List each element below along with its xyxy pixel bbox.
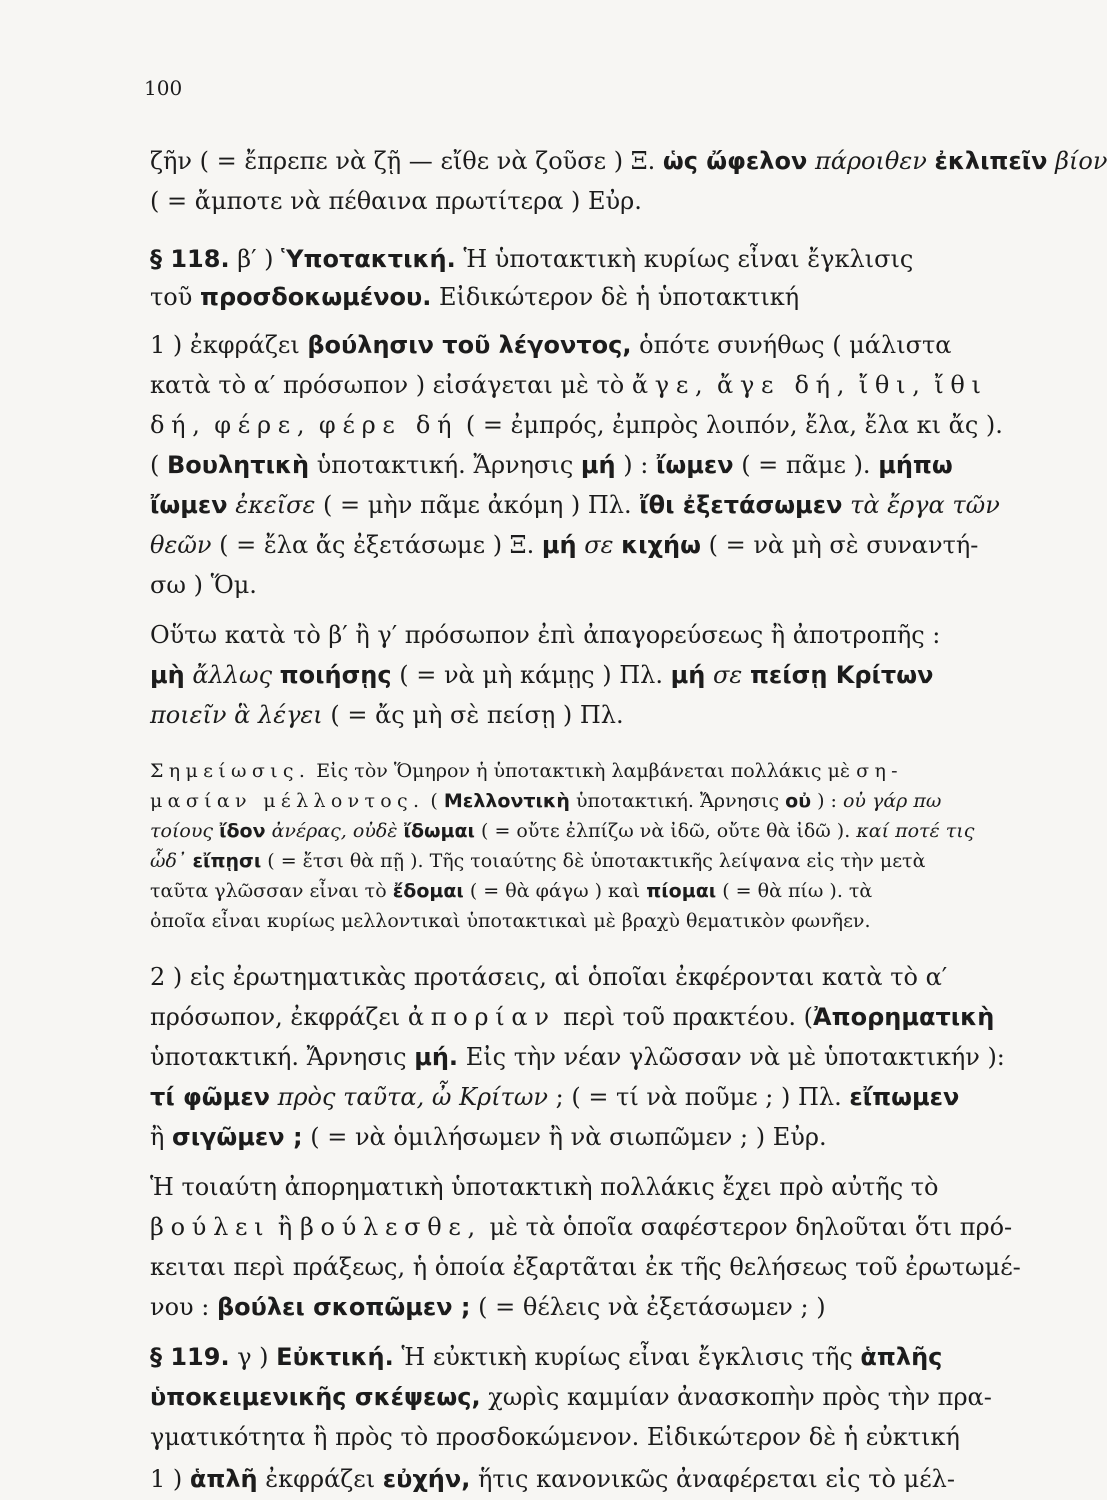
text-line-l08: ( Βουλητικὴ ὑποτακτική. Ἄρνησις μή ) : ἴωμεν ( = πᾶμε ). μήπω	[150, 451, 953, 479]
text-line-l05: 1 ) ἐκφράζει βούλησιν τοῦ λέγοντος, ὁπότε συνήθως ( μάλιστα	[150, 331, 952, 359]
page-number: 100	[144, 76, 183, 100]
text-line-l15: Σημείωσις. Εἰς τὸν Ὅμηρον ἡ ὑποτακτικὴ λαμβάνεται πολλάκις μὲ ση-	[150, 760, 903, 782]
text-line-l26: Ἡ τοιαύτη ἀπορηματικὴ ὑποτακτικὴ πολλάκις ἔχει πρὸ αὐτῆς τὸ	[150, 1173, 939, 1201]
text-line-l21: 2 ) εἰς ἐρωτηματικὰς προτάσεις, αἱ ὁποῖαι ἐκφέρονται κατὰ τὸ α′	[150, 963, 948, 991]
text-line-l32: γματικότητα ἢ πρὸς τὸ προσδοκώμενον. Εἰδικώτερον δὲ ἡ εὐκτική	[150, 1423, 960, 1451]
text-line-l09: ἴωμεν ἐκεῖσε ( = μὴν πᾶμε ἀκόμη ) Πλ. ἴθι ἐξετάσωμεν τὰ ἔργα τῶν	[150, 491, 1000, 519]
text-line-l29: νου : βούλει σκοπῶμεν ; ( = θέλεις νὰ ἐξετάσωμεν ; )	[150, 1293, 826, 1321]
text-line-l33: 1 ) ἁπλῆ ἐκφράζει εὐχήν, ἥτις κανονικῶς ἀναφέρεται εἰς τὸ μέλ-	[150, 1465, 955, 1493]
text-line-l30: § 119. γ ) Εὐκτική. Ἡ εὐκτικὴ κυρίως εἶναι ἔγκλισις τῆς ἁπλῆς	[150, 1343, 943, 1371]
text-line-l28: κειται περὶ πράξεως, ἡ ὁποία ἐξαρτᾶται ἐκ τῆς θελήσεως τοῦ ἐρωτωμέ-	[150, 1253, 1021, 1281]
text-line-l20: ὁποῖα εἶναι κυρίως μελλοντικαὶ ὑποτακτικαὶ μὲ βραχὺ θεματικὸν φωνῆεν.	[150, 910, 871, 932]
text-line-l04: τοῦ προσδοκωμένου. Εἰδικώτερον δὲ ἡ ὑποτακτική	[150, 283, 800, 311]
text-line-l24: τί φῶμεν πρὸς ταῦτα, ὦ Κρίτων ; ( = τί νὰ ποῦμε ; ) Πλ. εἴπωμεν	[150, 1083, 960, 1111]
text-line-l19: ταῦτα γλῶσσαν εἶναι τὸ ἔδομαι ( = θὰ φάγω ) καὶ πίομαι ( = θὰ πίω ). τὰ	[150, 880, 873, 902]
text-line-l13: μὴ ἄλλως ποιήσῃς ( = νὰ μὴ κάμῃς ) Πλ. μή σε πείσῃ Κρίτων	[150, 661, 934, 689]
text-line-l31: ὑποκειμενικῆς σκέψεως, χωρὶς καμμίαν ἀνασκοπὴν πρὸς τὴν πρα-	[150, 1383, 992, 1411]
text-line-l27: βούλει ἢ βούλεσθε, μὲ τὰ ὁποῖα σαφέστερον δηλοῦται ὅτι πρό-	[150, 1213, 1013, 1241]
text-line-l23: ὑποτακτική. Ἄρνησις μή. Εἰς τὴν νέαν γλῶσσαν νὰ μὲ ὑποτακτικήν ):	[150, 1043, 1005, 1071]
text-line-l06: κατὰ τὸ α′ πρόσωπον ) εἰσάγεται μὲ τὸ ἄγε, ἄγε δή, ἴθι, ἴθι	[150, 371, 988, 399]
text-line-l11: σω ) Ὅμ.	[150, 571, 257, 599]
text-line-l25: ἢ σιγῶμεν ; ( = νὰ ὁμιλήσωμεν ἢ νὰ σιωπῶμεν ; ) Εὐρ.	[150, 1123, 827, 1151]
text-line-l22: πρόσωπον, ἐκφράζει ἀπορίαν περὶ τοῦ πρακτέου. (Ἀπορηματικὴ	[150, 1003, 995, 1031]
text-line-l14: ποιεῖν ἃ λέγει ( = ἄς μὴ σὲ πείσῃ ) Πλ.	[150, 701, 624, 729]
text-line-l03: § 118. β′ ) Ὑποτακτική. Ἡ ὑποτακτικὴ κυρίως εἶναι ἔγκλισις	[150, 245, 914, 273]
text-line-l16: μασίαν μέλλοντος. ( Μελλοντικὴ ὑποτακτική. Ἄρνησις οὐ ) : οὐ γάρ πω	[150, 790, 942, 812]
text-line-l18: ὧδ᾽ εἴπῃσι ( = ἔτσι θὰ πῇ ). Τῆς τοιαύτης δὲ ὑποτακτικῆς λείψανα εἰς τὴν μετὰ	[150, 850, 926, 872]
text-line-l17: τοίους ἴδον ἀνέρας, οὐδὲ ἴδωμαι ( = οὔτε ἐλπίζω νὰ ἰδῶ, οὔτε θὰ ἰδῶ ). καί ποτέ τις	[150, 820, 975, 842]
text-line-l01: ζῆν ( = ἔπρεπε νὰ ζῇ — εἴθε νὰ ζοῦσε ) Ξ. ὡς ὤφελον πάροιθεν ἐκλιπεῖν βίον	[150, 147, 1107, 175]
text-line-l12: Οὕτω κατὰ τὸ β′ ἢ γ′ πρόσωπον ἐπὶ ἀπαγορεύσεως ἢ ἀποτροπῆς :	[150, 621, 941, 649]
text-line-l07: δή, φέρε, φέρε δή ( = ἐμπρός, ἐμπρὸς λοιπόν, ἔλα, ἔλα κι ἄς ).	[150, 411, 1003, 439]
text-line-l02: ( = ἄμποτε νὰ πέθαινα πρωτίτερα ) Εὐρ.	[150, 187, 642, 215]
text-line-l10: θεῶν ( = ἔλα ἄς ἐξετάσωμε ) Ξ. μή σε κιχήω ( = νὰ μὴ σὲ συναντή-	[150, 531, 979, 559]
